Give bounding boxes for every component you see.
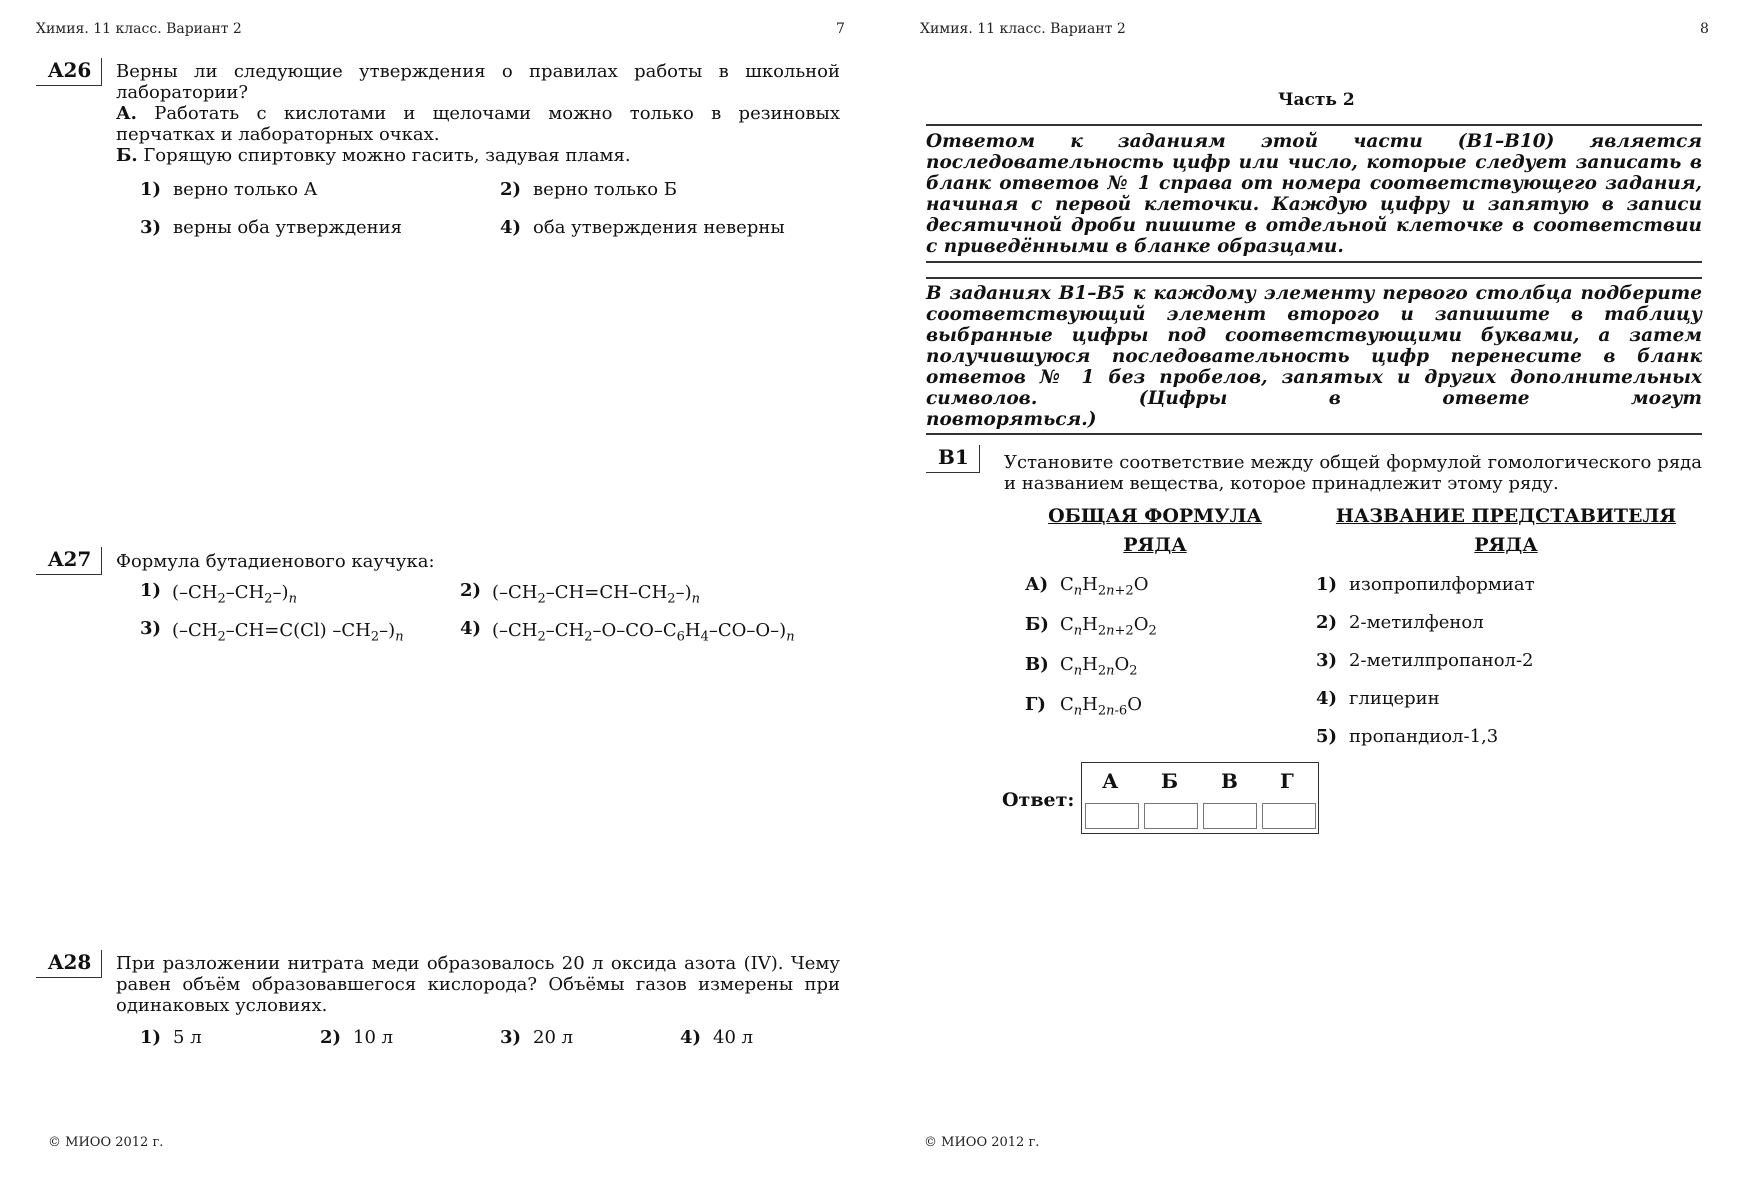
b1-left-letter-b: [1025, 614, 1061, 635]
option-number: 4): [1316, 688, 1338, 709]
statement-b-prefix: Б.: [116, 145, 138, 166]
question-label-a28: A28: [36, 950, 102, 978]
option-number: 2): [460, 580, 482, 601]
a27-formula-4: $(-CH_2-CH_2-O-CO-C_6H_4-CO-O-)_n$: [492, 620, 795, 645]
option-text: пропандиол-1,3: [1349, 726, 1499, 747]
option-number: 3): [500, 1027, 522, 1048]
instruction-rule-mid2: [926, 277, 1702, 279]
option-text: оба утверждения неверны: [533, 217, 785, 238]
option-number: 3): [140, 618, 162, 639]
b1-name-2: [1316, 612, 1484, 633]
statement-a-prefix: А.: [116, 103, 137, 124]
option-number: 4): [500, 217, 522, 238]
letter: Г): [1025, 694, 1046, 715]
question-b1-text: Установите соответствие между общей формулой гомологического ряда и названием вещества, которое принадлежит этому ряду.: [1004, 452, 1702, 494]
b1-formula-g: $C_nH_{2n-6}O$: [1060, 694, 1142, 719]
question-a27-text: Формула бутадиенового каучука:: [116, 551, 435, 572]
instruction-1-last-line: с приведёнными в бланке образцами.: [926, 236, 1344, 257]
instruction-2-text: В заданиях В1–В5 к каждому элементу первого столбца подберите соответствующий элемент второго и запишите в таблицу выбранные цифры под соответствующими буквами, а затем получившуюся последовательность цифр перенесите в бланк ответов № 1 без пробелов, запятых и других дополнительных символов. (Цифры в ответе могут: [926, 283, 1702, 409]
answer-letter-b: Б: [1161, 769, 1179, 793]
a26-option-4[interactable]: [500, 217, 785, 238]
instruction-2-last-line: повторяться.): [926, 409, 1097, 430]
a28-option-4[interactable]: [680, 1027, 753, 1048]
question-a28-text: При разложении нитрата меди образовалось 20 л оксида азота (IV). Чему равен объём образовавшегося кислорода? Объёмы газов измерены при одинаковых условиях.: [116, 953, 840, 1016]
a26-option-3[interactable]: [140, 217, 402, 238]
b1-name-3: [1316, 650, 1534, 671]
column-header-name: НАЗВАНИЕ ПРЕДСТАВИТЕЛЯ РЯДА: [1335, 505, 1677, 556]
b1-formula-a: $C_nH_{2n+2}O$: [1060, 574, 1149, 599]
answer-table: [1081, 762, 1319, 834]
option-text: глицерин: [1349, 688, 1440, 709]
option-text: 2-метилпропанол-2: [1349, 650, 1534, 671]
b1-left-letter-a: [1025, 574, 1060, 595]
answer-letter-v: В: [1221, 769, 1238, 793]
answer-letter-a: А: [1102, 769, 1119, 793]
question-a26-text: [116, 61, 840, 166]
option-number: 1): [1316, 574, 1338, 595]
option-number: 2): [500, 179, 522, 200]
a28-option-3[interactable]: [500, 1027, 573, 1048]
b1-name-4: [1316, 688, 1440, 709]
letter: В): [1025, 654, 1049, 675]
instruction-rule-mid1: [926, 261, 1702, 263]
a27-option-4[interactable]: [460, 618, 493, 639]
left-page-header: Химия. 11 класс. Вариант 2: [36, 21, 242, 37]
option-text: верно только Б: [533, 179, 677, 200]
a27-formula-3: ($-CH_2-CH=C(Cl)$ $-CH_2-)_n$: [172, 620, 404, 645]
question-label-a27: A27: [36, 547, 102, 575]
option-text: 10 л: [353, 1027, 394, 1048]
b1-name-5: [1316, 726, 1498, 747]
statement-a: [116, 103, 840, 145]
b1-formula-v: $C_nH_{2n}O_2$: [1060, 654, 1138, 679]
option-number: 1): [140, 179, 162, 200]
option-text: изопропилформиат: [1349, 574, 1535, 595]
a26-option-2[interactable]: [500, 179, 677, 200]
left-page-number: 7: [836, 21, 845, 37]
b1-name-1: [1316, 574, 1535, 595]
option-number: 1): [140, 580, 162, 601]
instruction-1-text: Ответом к заданиям этой части (В1–В10) является последовательность цифр или число, которые следует записать в бланк ответов № 1 справа от номера соответствующего задания, начиная с первой клеточки. Каждую цифру и запятую в записи десятичной дроби пишите в отдельной клеточке в соответствии: [926, 131, 1702, 236]
answer-cell-a[interactable]: [1085, 803, 1139, 829]
part-title: Часть 2: [1278, 90, 1355, 110]
instruction-block-1: [926, 131, 1702, 257]
option-text: 5 л: [173, 1027, 202, 1048]
option-number: 3): [140, 217, 162, 238]
b1-left-letter-v: [1025, 654, 1061, 675]
option-text: верны оба утверждения: [173, 217, 403, 238]
option-number: 2): [320, 1027, 342, 1048]
answer-label: Ответ:: [1002, 789, 1075, 811]
a27-formula-2: $(-CH_2-CH=CH-CH_2-)_n$: [492, 582, 700, 607]
instruction-rule-top: [926, 124, 1702, 126]
question-label-a26: A26: [36, 58, 102, 86]
b1-formula-b: $C_nH_{2n+2}O_2$: [1060, 614, 1157, 639]
statement-a-text: Работать с кислотами и щелочами можно только в резиновых перчатках и лабораторных очках.: [116, 103, 840, 145]
right-page-footer: © МИОО 2012 г.: [924, 1135, 1040, 1150]
answer-letter-g: Г: [1280, 769, 1294, 793]
right-page-header: Химия. 11 класс. Вариант 2: [920, 21, 1126, 37]
a27-option-1[interactable]: [140, 580, 173, 601]
option-text: верно только А: [173, 179, 318, 200]
option-number: 5): [1316, 726, 1338, 747]
option-text: 40 л: [713, 1027, 754, 1048]
answer-cell-v[interactable]: [1203, 803, 1257, 829]
a27-formula-1: $(-CH_2-CH_2-)_n$: [172, 582, 297, 607]
option-number: 4): [680, 1027, 702, 1048]
b1-left-letter-g: [1025, 694, 1058, 715]
a26-option-1[interactable]: [140, 179, 317, 200]
answer-cell-g[interactable]: [1262, 803, 1316, 829]
option-text: 2-метилфенол: [1349, 612, 1484, 633]
column-header-formula: ОБЩАЯ ФОРМУЛА РЯДА: [1048, 505, 1262, 556]
a27-option-3[interactable]: [140, 618, 173, 639]
letter: Б): [1025, 614, 1049, 635]
question-label-b1: B1: [926, 445, 980, 473]
a28-option-2[interactable]: [320, 1027, 393, 1048]
instruction-rule-bottom: [926, 433, 1702, 435]
answer-cell-b[interactable]: [1144, 803, 1198, 829]
right-page-number: 8: [1700, 21, 1709, 37]
a28-option-1[interactable]: [140, 1027, 202, 1048]
option-number: 4): [460, 618, 482, 639]
option-text: 20 л: [533, 1027, 574, 1048]
option-number: 1): [140, 1027, 162, 1048]
instruction-block-2: [926, 283, 1702, 430]
statement-b-text: Горящую спиртовку можно гасить, задувая пламя.: [143, 145, 631, 166]
a27-option-2[interactable]: [460, 580, 493, 601]
option-number: 3): [1316, 650, 1338, 671]
statement-b: [116, 145, 840, 166]
option-number: 2): [1316, 612, 1338, 633]
left-page-footer: © МИОО 2012 г.: [48, 1135, 164, 1150]
question-a26-stem: Верны ли следующие утверждения о правилах работы в школьной лаборатории?: [116, 61, 840, 103]
letter: А): [1025, 574, 1049, 595]
